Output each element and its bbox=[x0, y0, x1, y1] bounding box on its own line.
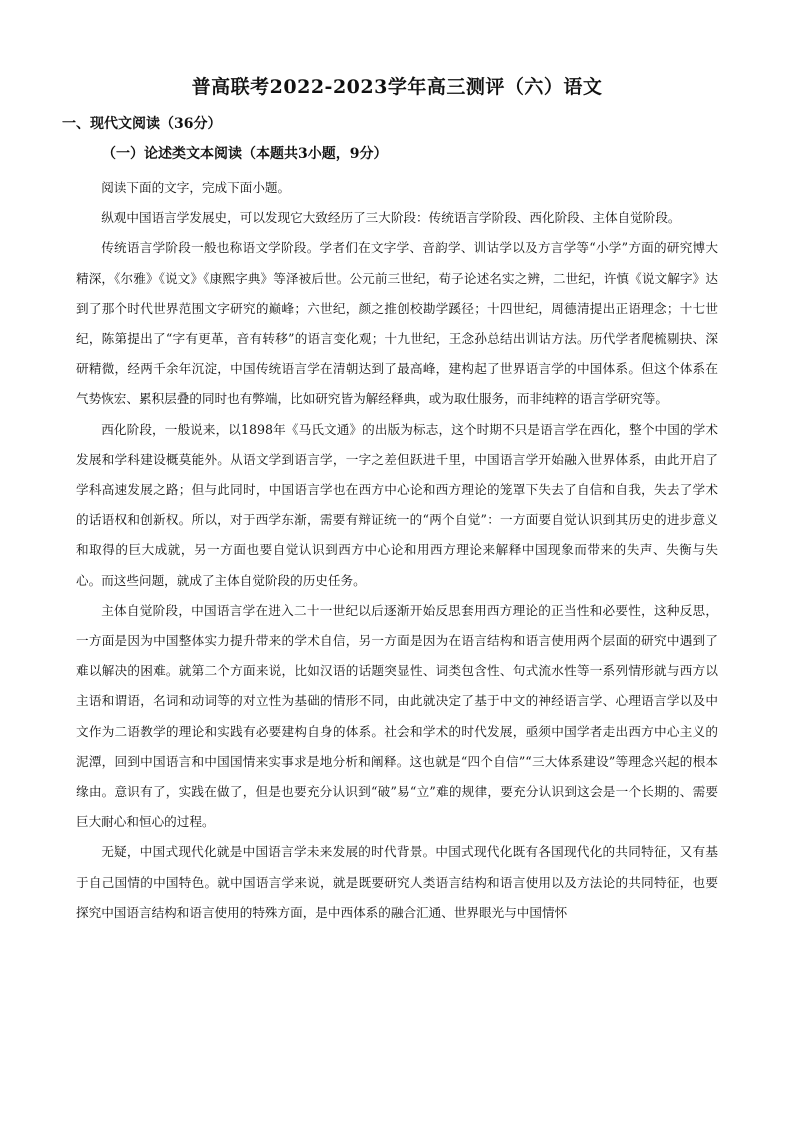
paragraph-1: 纵观中国语言学发展史，可以发现它大致经历了三大阶段：传统语言学阶段、西化阶段、主体自觉阶段。 bbox=[101, 210, 681, 226]
paragraph-3: 西化阶段，一般说来，以1898年《马氏文通》的出版为标志，这个时期不只是语言学在西化，整个中国的学术发展和学科建设概莫能外。从语文学到语言学，一字之差但跃进千里，中国语言学开始融入世界体系，由此开启了学科高速发展之路；但与此同时，中国语言学也在西方中心论和西方理论的笼罩下失去了自信和自我，失去了学术的话语权和创新权。所以，对于西学东渐，需要有辩证统一的“两个自觉”：一方面要自觉认识到其历史的进步意义和取得的巨大成就，另一方面也要自觉认识到西方中心论和用西方理论来解释中国现象而带来的失声、失衡与失心。而这些问题，就成了主体自觉阶段的历史任务。 bbox=[76, 421, 718, 588]
section-heading: 一、现代文阅读（36分） bbox=[62, 116, 222, 132]
paragraph-2: 传统语言学阶段一般也称语文学阶段。学者们在文字学、音韵学、训诂学以及方言学等“小学”方面的研究博大精深，《尔雅》《说文》《康熙字典》等泽被后世。公元前三世纪，荀子论述名实之辨，二世纪，许慎《说文解字》达到了那个时代世界范围文字研究的巅峰；六世纪，颜之推创校勘学蹊径；十四世纪，周德清提出正语理念；十七世纪，陈第提出了“字有更革，音有转移”的语言变化观；十九世纪，王念孙总结出训诂方法。历代学者爬梳剔抉、深研精微，经两千余年沉淀，中国传统语言学在清朝达到了最高峰，建构起了世界语言学的中国体系。但这个体系在气势恢宏、累积层叠的同时也有弊端，比如研究皆为解经释典，或为取仕服务，而非纯粹的语言学研究等。 bbox=[76, 240, 718, 407]
paragraph-instruction: 阅读下面的文字，完成下面小题。 bbox=[101, 180, 291, 195]
paragraph-5: 无疑，中国式现代化就是中国语言学未来发展的时代背景。中国式现代化既有各国现代化的共同特征，又有基于自己国情的中国特色。就中国语言学来说，就是既要研究人类语言结构和语言使用以及方法论的共同特征，也要探究中国语言结构和语言使用的特殊方面，是中西体系的融合汇通、世界眼光与中国情怀 bbox=[76, 844, 718, 920]
subsection-heading: （一）论述类文本阅读（本题共3小题，9分） bbox=[102, 146, 388, 162]
document-title: 普高联考2022-2023学年高三测评（六）语文 bbox=[191, 76, 603, 98]
paragraph-4: 主体自觉阶段，中国语言学在进入二十一世纪以后逐渐开始反思套用西方理论的正当性和必要性，这种反思，一方面是因为中国整体实力提升带来的学术自信，另一方面是因为在语言结构和语言使用两个层面的研究中遇到了难以解决的困难。就第二个方面来说，比如汉语的话题突显性、词类包含性、句式流水性等一系列情形就与西方以主语和谓语，名词和动词等的对立性为基础的情形不同，由此就决定了基于中文的神经语言学、心理语言学以及中文作为二语教学的理论和实践有必要建构自身的体系。社会和学术的时代发展，亟须中国学者走出西方中心主义的泥潭，回到中国语言和中国国情来实事求是地分析和阐释。这也就是“四个自信”“三大体系建设”等理念兴起的根本缘由。意识有了，实践在做了，但是也要充分认识到“破”易“立”难的规律，要充分认识到这会是一个长期的、需要巨大耐心和恒心的过程。 bbox=[76, 602, 718, 830]
